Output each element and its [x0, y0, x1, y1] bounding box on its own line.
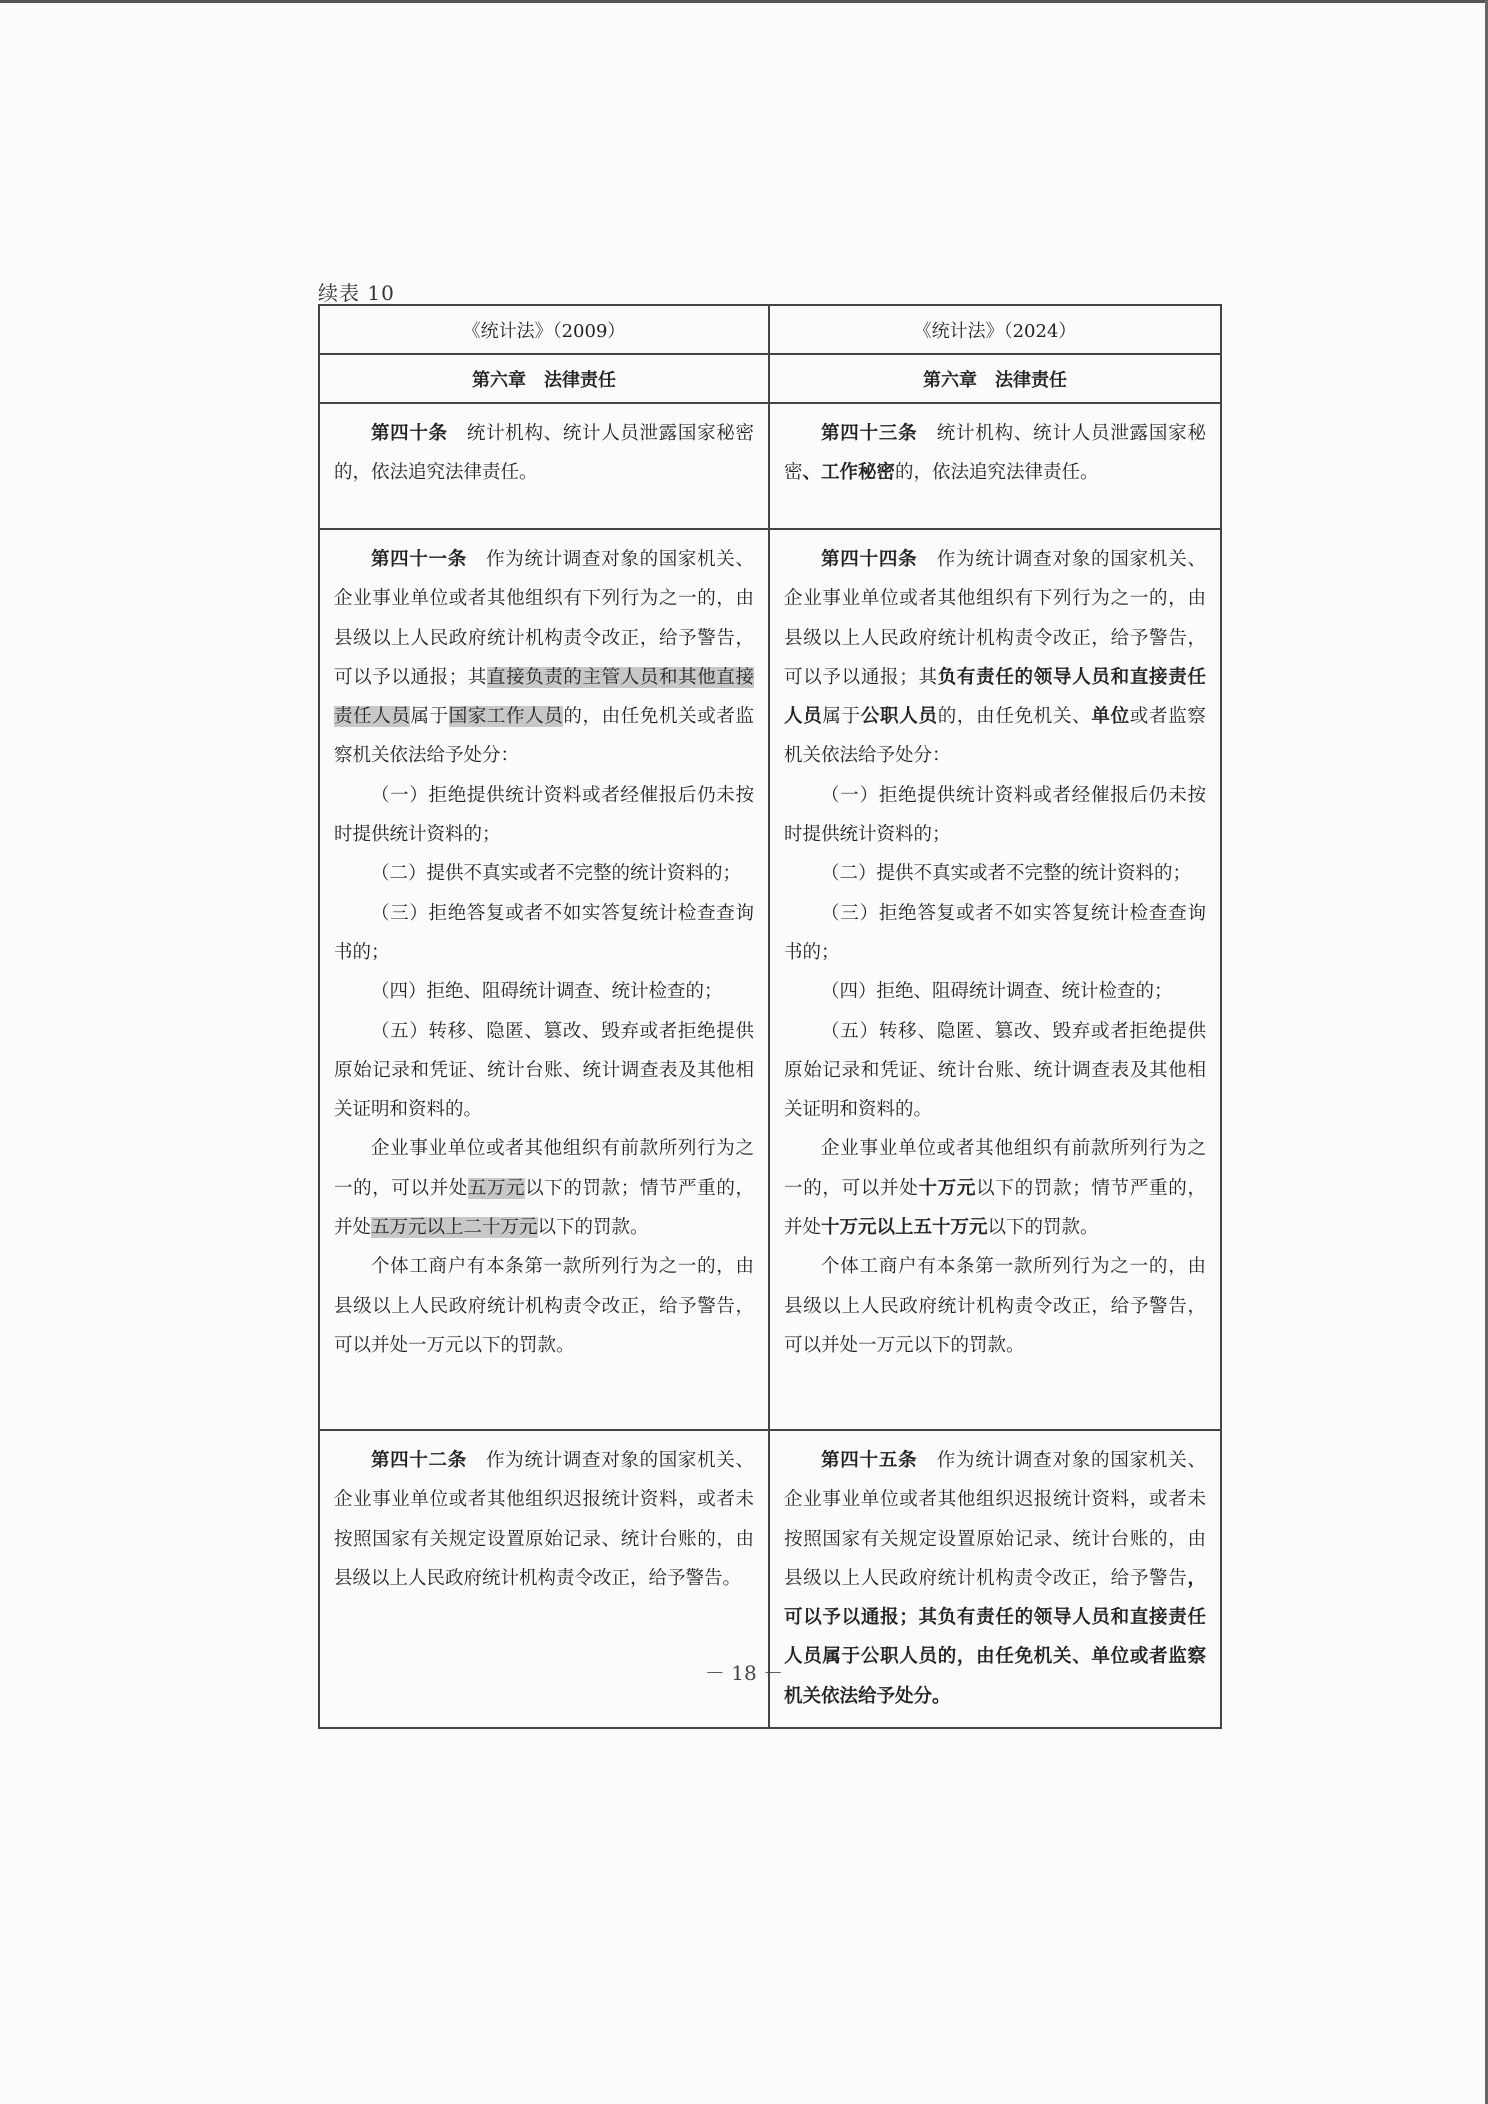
amended-text: 单位 [1091, 706, 1130, 728]
chapter-title-2009: 第六章 法律责任 [319, 354, 769, 403]
article-number: 第四十五条 [821, 1450, 918, 1471]
list-item: （一）拒绝提供统计资料或者经催报后仍未按时提供统计资料的； [334, 784, 754, 846]
article-text: 以下的罚款。 [537, 1217, 649, 1239]
highlighted-text: 五万元以上二十万元 [371, 1217, 538, 1239]
article-text: 以下的罚款。 [987, 1217, 1099, 1239]
article-text: 统计机构、统计人员泄露国家秘密的，依法追究法律责任。 [334, 423, 754, 484]
article-text: 的，由任免机关或者监察机关依法给予处分： [334, 706, 754, 767]
article-text: 作为统计调查对象的国家机关、企业事业单位或者其他组织有下列行为之一的，由县级以上人民政府统计机构责令改正，给予警告，可以予以通报；其 [334, 549, 754, 688]
article-number: 第四十三条 [821, 423, 918, 444]
amended-text: 负有责任的领导人员和直接责任人员 [784, 666, 1206, 728]
comparison-table [318, 304, 1222, 1729]
list-item: （二）提供不真实或者不完整的统计资料的； [371, 863, 742, 885]
paragraph: 个体工商户有本条第一款所列行为之一的，由县级以上人民政府统计机构责令改正，给予警告，可以并处一万元以下的罚款。 [784, 1256, 1206, 1356]
page-number: － 18 － [704, 1661, 784, 1685]
column-header-2009: 《统计法》（2009） [319, 305, 769, 354]
article-text: 属于 [410, 706, 449, 728]
highlighted-text: 五万元 [467, 1177, 526, 1199]
article-number: 第四十条 [371, 423, 448, 444]
list-item: （三）拒绝答复或者不如实答复统计检查查询书的； [784, 902, 1206, 963]
article-text: 以下的罚款；情节严重的，并处 [784, 1177, 1206, 1239]
list-item: （四）拒绝、阻碍统计调查、统计检查的； [371, 981, 723, 1003]
table-row [319, 403, 1221, 529]
article-number: 第四十四条 [821, 549, 918, 570]
chapter-title-2024: 第六章 法律责任 [769, 354, 1221, 403]
list-item: （五）转移、隐匿、篡改、毁弃或者拒绝提供原始记录和凭证、统计台账、统计调查表及其他相关证明和资料的。 [334, 1020, 754, 1121]
amended-text: 公职人员 [860, 706, 938, 728]
article-number: 第四十二条 [371, 1450, 467, 1471]
highlighted-text: 直接负责的主管人员和其他直接责任人员 [334, 666, 754, 728]
article-text: 企业事业单位或者其他组织有前款所列行为之一的，可以并处 [334, 1138, 754, 1199]
page-border-top [0, 0, 1488, 3]
highlighted-text: 国家工作人员 [448, 706, 564, 728]
article-text: 的，依法追究法律责任。 [895, 462, 1099, 484]
amended-text: 、工作秘密 [802, 462, 896, 484]
article-text: 作为统计调查对象的国家机关、企业事业单位或者其他组织迟报统计资料，或者未按照国家有关规定设置原始记录、统计台账的，由县级以上人民政府统计机构责令改正，给予警告 [784, 1450, 1206, 1589]
article-41-2009 [319, 529, 769, 1430]
column-header-row [319, 305, 1221, 354]
list-item: （五）转移、隐匿、篡改、毁弃或者拒绝提供原始记录和凭证、统计台账、统计调查表及其他相关证明和资料的。 [784, 1020, 1206, 1121]
article-44-2024 [769, 529, 1221, 1430]
column-header-2024: 《统计法》（2024） [769, 305, 1221, 354]
list-item: （二）提供不真实或者不完整的统计资料的； [821, 863, 1192, 885]
chapter-row [319, 354, 1221, 403]
article-text: 作为统计调查对象的国家机关、企业事业单位或者其他组织迟报统计资料，或者未按照国家有关规定设置原始记录、统计台账的，由县级以上人民政府统计机构责令改正，给予警告。 [334, 1450, 754, 1589]
amended-text: 十万元以上五十万元 [821, 1217, 988, 1239]
article-number: 第四十一条 [371, 549, 467, 570]
table-row [319, 529, 1221, 1430]
article-text: 的，由任免机关、 [937, 706, 1092, 728]
article-text: 或者监察机关依法给予处分： [784, 706, 1206, 767]
article-text: 企业事业单位或者其他组织有前款所列行为之一的，可以并处 [784, 1138, 1206, 1199]
article-43-2024 [769, 403, 1221, 529]
list-item: （四）拒绝、阻碍统计调查、统计检查的； [821, 981, 1173, 1003]
list-item: （一）拒绝提供统计资料或者经催报后仍未按时提供统计资料的； [784, 784, 1206, 846]
article-text: 作为统计调查对象的国家机关、企业事业单位或者其他组织有下列行为之一的，由县级以上人民政府统计机构责令改正，给予警告，可以予以通报；其 [784, 549, 1206, 688]
article-40-2009 [319, 403, 769, 529]
table-caption: 续表 10 [318, 281, 395, 305]
article-text: 属于 [822, 706, 861, 728]
amended-text: ，可以予以通报；其负有责任的领导人员和直接责任人员属于公职人员的，由任免机关、单位或者监察机关依法给予处分。 [784, 1567, 1206, 1707]
article-text: 统计机构、统计人员泄露国家秘密 [784, 423, 1206, 484]
article-text: 以下的罚款；情节严重的，并处 [334, 1177, 754, 1239]
paragraph: 个体工商户有本条第一款所列行为之一的，由县级以上人民政府统计机构责令改正，给予警告，可以并处一万元以下的罚款。 [334, 1256, 754, 1356]
list-item: （三）拒绝答复或者不如实答复统计检查查询书的； [334, 902, 754, 963]
amended-text: 十万元 [918, 1177, 977, 1199]
